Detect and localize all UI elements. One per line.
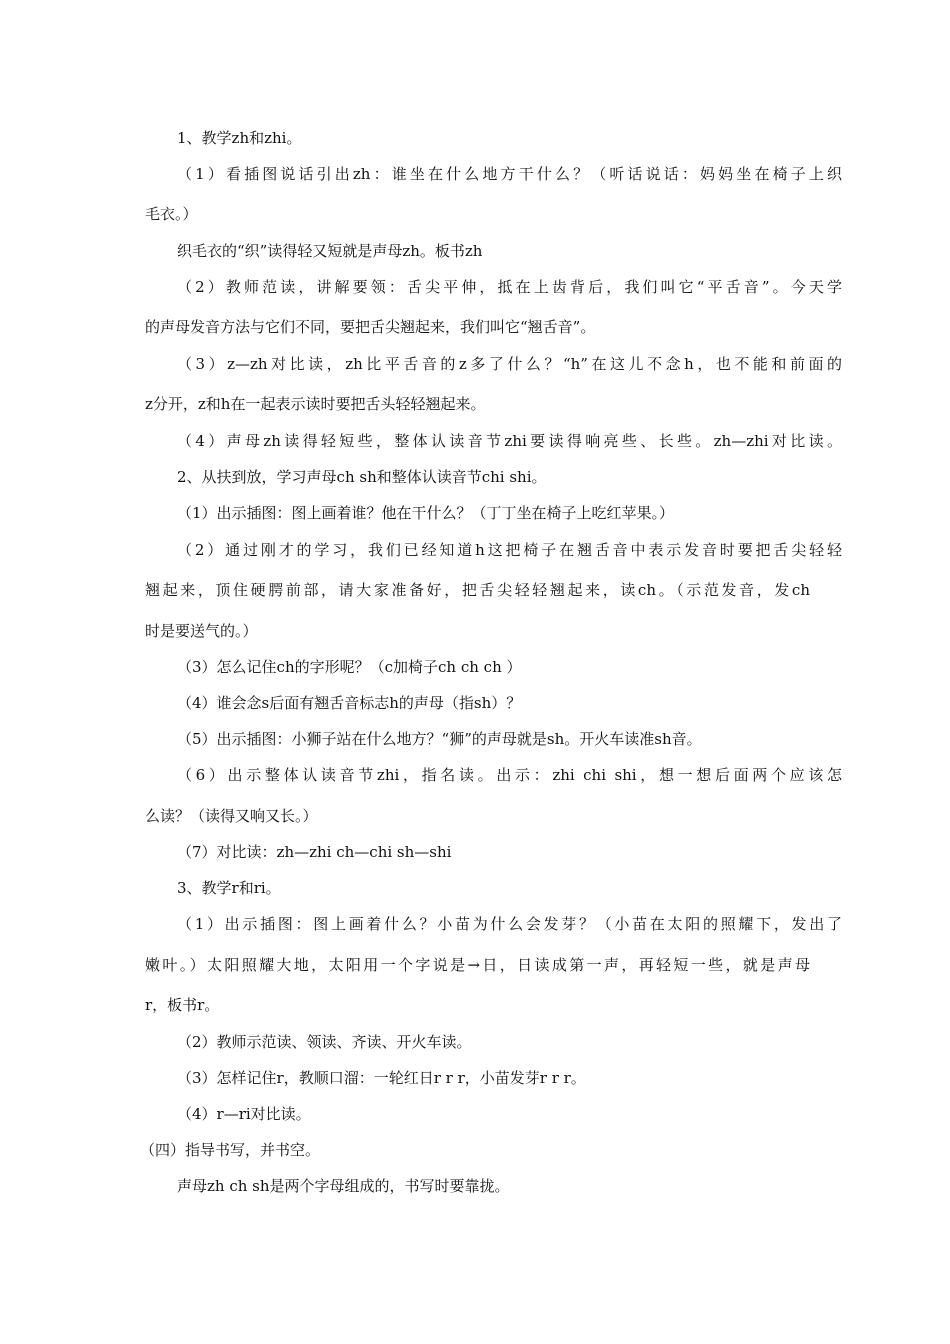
paragraph-line: （7）对比读：zh—zhi ch—chi sh—shi (177, 843, 452, 861)
paragraph-line: （3）怎样记住r，教顺口溜：一轮红日r r r，小苗发芽r r r。 (177, 1069, 586, 1087)
paragraph-line: （1）出示插图：图上画着什么？小苗为什么会发芽？（小苗在太阳的照耀下，发出了 (177, 915, 842, 933)
paragraph-line: 么读？（读得又响又长。） (145, 807, 318, 825)
section-heading-4: （四）指导书写，并书空。 (140, 1141, 321, 1159)
paragraph-line: 的声母发音方法与它们不同，要把舌尖翘起来，我们叫它“翘舌音”。 (145, 318, 596, 336)
paragraph-line: 声母zh ch sh是两个字母组成的，书写时要靠拢。 (177, 1177, 510, 1195)
paragraph-line: （2）教师示范读、领读、齐读、开火车读。 (177, 1033, 472, 1051)
paragraph-line: 翘起来，顶住硬腭前部，请大家准备好，把舌尖轻轻翘起来，读ch。（示范发音，发ch (145, 581, 810, 599)
paragraph-line: （2）教师范读，讲解要领：舌尖平伸，抵在上齿背后，我们叫它“平舌音”。今天学 (177, 278, 842, 296)
paragraph-line: （4）声母zh读得轻短些，整体认读音节zhi要读得响亮些、长些。zh—zhi对比读。 (177, 432, 842, 450)
paragraph-line: 嫩叶。）太阳照耀大地，太阳用一个字说是→日，日读成第一声，再轻短一些，就是声母 (145, 956, 810, 974)
paragraph-line: （3）z—zh对比读，zh比平舌音的z多了什么？“h”在这儿不念h，也不能和前面的 (177, 355, 842, 373)
paragraph-line: 时是要送气的。） (145, 622, 258, 640)
section-heading-2: 2、从扶到放，学习声母ch sh和整体认读音节chi shi。 (177, 468, 547, 486)
paragraph-line: （1）出示插图：图上画着谁？他在干什么？（丁丁坐在椅子上吃红苹果。） (177, 504, 675, 522)
paragraph-line: （6）出示整体认读音节zhi，指名读。出示：zhi chi shi，想一想后面两个应该怎 (177, 766, 842, 784)
section-heading-1: 1、教学zh和zhi。 (177, 129, 302, 147)
paragraph-line: z分开，z和h在一起表示读时要把舌头轻轻翘起来。 (145, 395, 486, 413)
paragraph-line: （5）出示插图：小狮子站在什么地方？“狮”的声母就是sh。开火车读准sh音。 (177, 730, 702, 748)
paragraph-line: （3）怎么记住ch的字形呢？（c加椅子ch ch ch ） (177, 658, 522, 676)
paragraph-line: 织毛衣的“织”读得轻又短就是声母zh。板书zh (177, 242, 483, 260)
paragraph-line: （4）谁会念s后面有翘舌音标志h的声母（指sh）？ (177, 694, 522, 712)
paragraph-line: （1）看插图说话引出zh：谁坐在什么地方干什么？（听话说话：妈妈坐在椅子上织 (177, 165, 842, 183)
paragraph-line: （4）r—ri对比读。 (177, 1105, 311, 1123)
paragraph-line: （2）通过刚才的学习，我们已经知道h这把椅子在翘舌音中表示发音时要把舌尖轻轻 (177, 541, 842, 559)
paragraph-line: 毛衣。） (145, 205, 198, 223)
paragraph-line: r，板书r。 (145, 996, 220, 1014)
section-heading-3: 3、教学r和ri。 (177, 879, 281, 897)
